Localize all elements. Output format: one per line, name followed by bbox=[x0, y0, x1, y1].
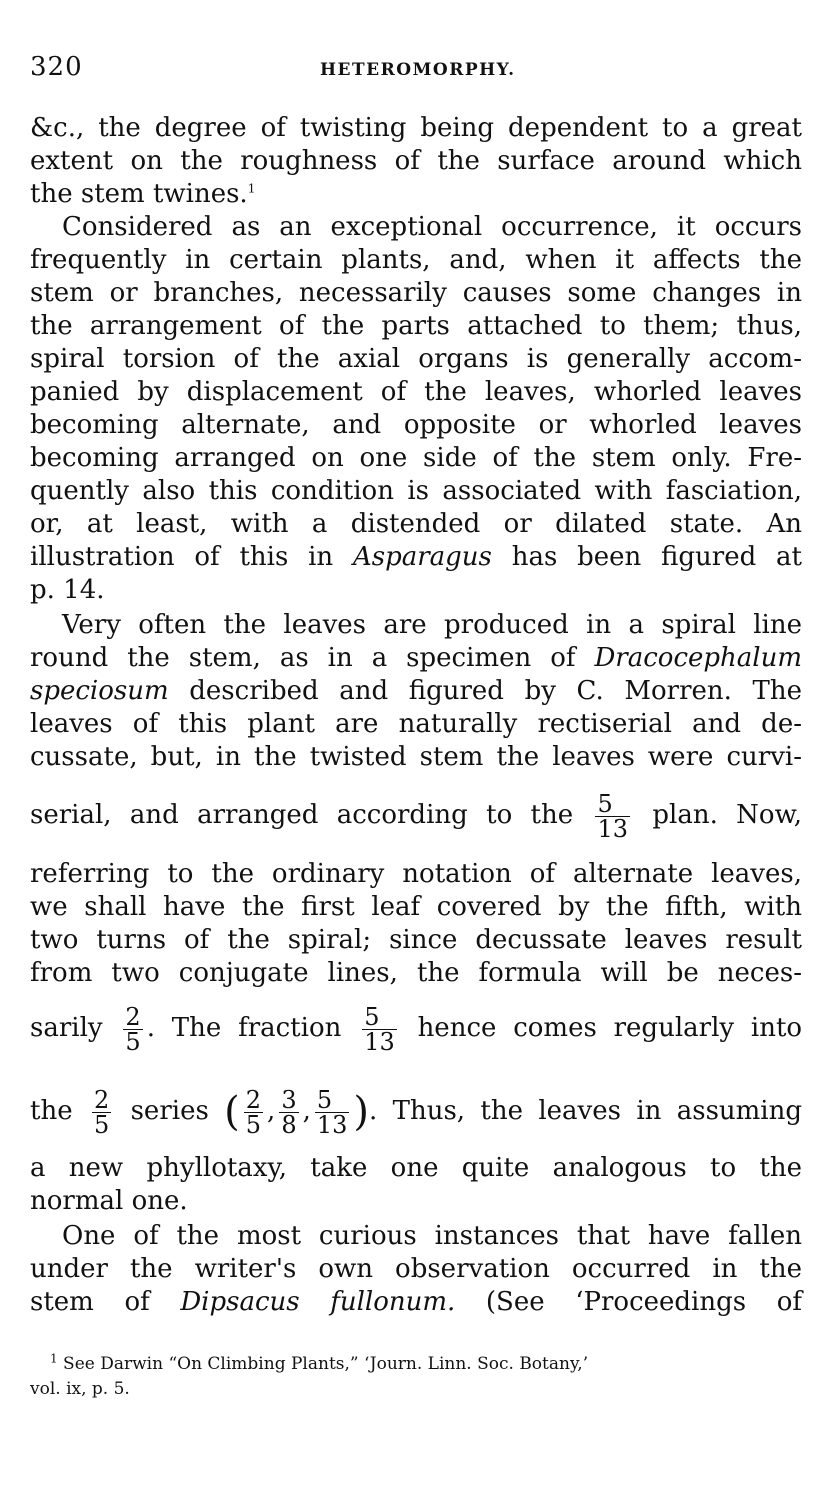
running-title: HETEROMORPHY. bbox=[320, 60, 516, 80]
fraction-numerator: 5 bbox=[315, 1088, 350, 1113]
text-span: round the stem, as in a specimen of bbox=[30, 643, 595, 673]
fraction-numerator: 2 bbox=[93, 1085, 110, 1114]
fraction bbox=[279, 1085, 298, 1139]
text-line: or, at least, with a distended or dilated state. An bbox=[30, 509, 802, 539]
text-line: normal one. bbox=[30, 1186, 188, 1216]
fraction-numerator: 3 bbox=[281, 1085, 297, 1114]
open-parenthesis: ( bbox=[224, 1089, 240, 1135]
fraction-denominator: 13 bbox=[316, 1110, 348, 1139]
text-line: Very often the leaves are produced in a spiral line bbox=[62, 610, 802, 640]
text-line: becoming arranged on one side of the stem only. Fre- bbox=[30, 443, 802, 473]
fraction bbox=[315, 1085, 350, 1139]
fraction-numerator: 5 bbox=[362, 1005, 397, 1030]
footnote-line: vol. ix, p. 5. bbox=[30, 1379, 130, 1399]
text-line bbox=[30, 642, 802, 675]
fraction-denominator: 5 bbox=[125, 1027, 141, 1056]
text-line: Considered as an exceptional occurrence, it occurs bbox=[62, 212, 802, 242]
text-line bbox=[30, 1002, 803, 1056]
text-span: serial, and arranged according to the bbox=[30, 800, 574, 830]
fraction bbox=[244, 1085, 263, 1139]
text-line: a new phyllotaxy, take one quite analogous to the bbox=[30, 1153, 802, 1183]
text-span: stem of bbox=[30, 1287, 181, 1317]
fraction-numerator: 2 bbox=[125, 1002, 141, 1031]
text-span: series bbox=[130, 1096, 209, 1126]
text-span: the bbox=[30, 1096, 73, 1126]
text-span: (See ‘Proceedings of bbox=[455, 1287, 802, 1317]
text-line: p. 14. bbox=[30, 575, 105, 605]
text-line: from two conjugate lines, the formula will be neces- bbox=[30, 958, 802, 988]
text-line: becoming alternate, and opposite or whorled leaves bbox=[30, 410, 802, 440]
text-line bbox=[30, 789, 803, 843]
italic-genus: Dracocephalum bbox=[594, 643, 802, 673]
text-line: quently also this condition is associated with fasciation, bbox=[30, 476, 802, 506]
italic-species: speciosum bbox=[30, 676, 169, 706]
text-line: &c., the degree of twisting being dependent to a great bbox=[30, 113, 802, 143]
fraction-denominator: 5 bbox=[93, 1110, 110, 1139]
text-line: spiral torsion of the axial organs is generally accom- bbox=[30, 344, 802, 374]
text-line bbox=[30, 178, 802, 211]
text-line: One of the most curious instances that have fallen bbox=[62, 1221, 802, 1251]
page-number: 320 bbox=[30, 52, 83, 82]
text-line bbox=[30, 541, 802, 574]
text-line: we shall have the first leaf covered by the fifth, with bbox=[30, 892, 802, 922]
fraction-denominator: 5 bbox=[245, 1110, 262, 1139]
text-span: hence comes regularly into bbox=[417, 1013, 803, 1043]
text-line: cussate, but, in the twisted stem the leaves were curvi- bbox=[30, 742, 802, 772]
text-span: has been figured at bbox=[491, 542, 802, 572]
text-span: the stem twines. bbox=[30, 179, 248, 209]
text-line bbox=[30, 1085, 802, 1137]
text-span: . The fraction bbox=[146, 1013, 342, 1043]
italic-species: Dipsacus fullonum. bbox=[180, 1287, 456, 1317]
text-line: frequently in certain plants, and, when it affects the bbox=[30, 245, 802, 275]
text-line: the arrangement of the parts attached to them; thus, bbox=[30, 311, 802, 341]
text-line: referring to the ordinary notation of alternate leaves, bbox=[30, 859, 802, 889]
fraction-numerator: 2 bbox=[245, 1085, 262, 1114]
comma: , bbox=[267, 1096, 276, 1126]
fraction-denominator: 13 bbox=[597, 814, 629, 843]
fraction bbox=[595, 789, 630, 843]
text-span: described and figured by C. Morren. The bbox=[168, 676, 802, 706]
comma: , bbox=[302, 1096, 311, 1126]
fraction-denominator: 13 bbox=[364, 1027, 395, 1056]
fraction-numerator: 5 bbox=[595, 792, 630, 817]
text-line bbox=[30, 675, 802, 708]
fraction bbox=[92, 1085, 111, 1139]
fraction bbox=[123, 1002, 142, 1056]
text-span: illustration of this in bbox=[30, 542, 353, 572]
text-line: under the writer's own observation occurred in the bbox=[30, 1254, 802, 1284]
text-line: stem or branches, necessarily causes some changes in bbox=[30, 278, 802, 308]
text-span: . Thus, the leaves in assuming bbox=[369, 1096, 803, 1126]
footnote-ref: 1 bbox=[247, 181, 256, 196]
fraction-denominator: 8 bbox=[281, 1110, 297, 1139]
text-line: extent on the roughness of the surface around which bbox=[30, 146, 802, 176]
close-parenthesis: ) bbox=[353, 1089, 370, 1135]
italic-genus: Asparagus bbox=[352, 542, 492, 572]
text-line: two turns of the spiral; since decussate leaves result bbox=[30, 925, 802, 955]
footnote-line bbox=[50, 1352, 802, 1377]
text-line: leaves of this plant are naturally rectiserial and de- bbox=[30, 709, 802, 739]
footnote-marker: 1 bbox=[50, 1351, 58, 1366]
text-span: plan. Now, bbox=[652, 800, 803, 830]
text-line: panied by displacement of the leaves, whorled leaves bbox=[30, 377, 802, 407]
text-line bbox=[30, 1286, 802, 1319]
page-header bbox=[30, 52, 802, 92]
text-span: sarily bbox=[30, 1013, 103, 1043]
fraction bbox=[362, 1002, 397, 1056]
footnote-text: See Darwin “On Climbing Plants,” ‘Journ. Linn. Soc. Botany,’ bbox=[57, 1354, 589, 1374]
